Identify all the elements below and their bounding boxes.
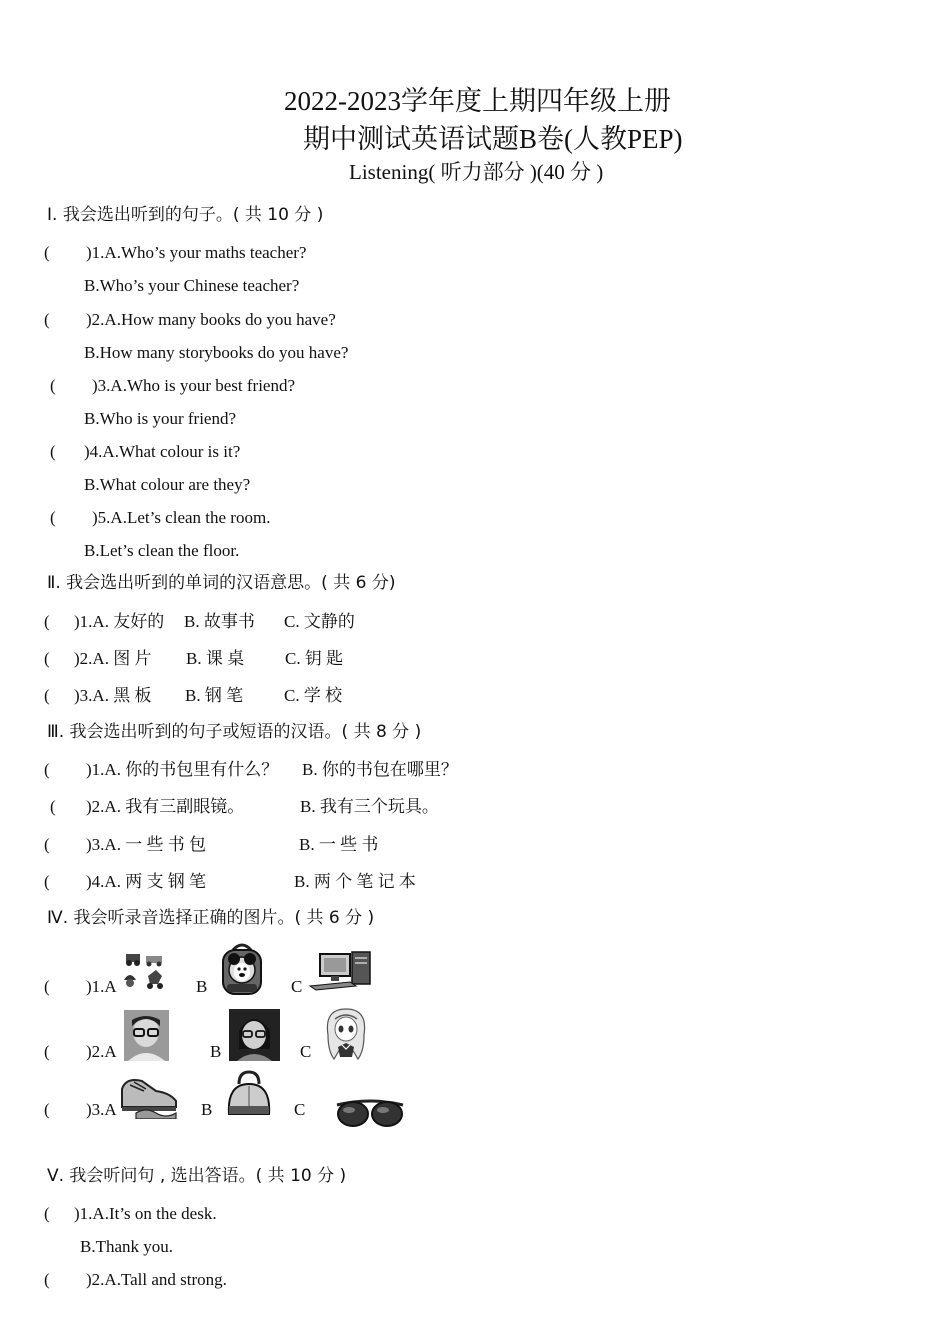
section2-heading: Ⅱ. 我会选出听到的单词的汉语意思。( 共 6 分) [47,573,396,593]
girl-photo [229,1009,280,1061]
s3-item1-b: B. 你的书包在哪里？ [302,760,458,779]
section3-heading: Ⅲ. 我会选出听到的句子或短语的汉语。( 共 8 分 ) [47,722,422,742]
answer-paren: ( [44,835,50,854]
s5-item1-b: B.Thank you. [80,1237,174,1256]
s4-item2-b: B [210,1042,222,1061]
s1-item3-b: B.Who is your friend? [84,409,237,428]
answer-paren: ( [44,1100,50,1119]
s3-item1-a: )1.A. 你的书包里有什么？ [86,760,279,779]
answer-paren: ( [44,612,50,631]
answer-paren: ( [44,760,50,779]
page-subtitle: Listening( 听力部分 )(40 分 ) [349,160,604,184]
answer-paren: ( [44,872,50,891]
s4-item2-a: )2.A [86,1042,117,1061]
answer-paren: ( [44,310,50,329]
s3-item2-a: )2.A. 我有三副眼镜。 [86,797,245,816]
s4-item1-b: B [196,977,208,996]
answer-paren: ( [44,1270,50,1289]
answer-paren: ( [44,649,50,668]
s3-item3-b: B. 一 些 书 [299,835,379,854]
s2-item2-a: )2.A. 图 片 [74,649,152,668]
s1-item3-a: )3.A.Who is your best friend? [92,376,296,395]
section1-heading: Ⅰ. 我会选出听到的句子。( 共 10 分 ) [47,205,324,225]
s2-item1-c: C. 文静的 [284,612,355,631]
s1-item1-a: )1.A.Who’s your maths teacher? [86,243,307,262]
answer-paren: ( [44,243,50,262]
boy-photo [124,1010,169,1061]
s1-item4-b: B.What colour are they? [84,475,251,494]
s5-item2-a: )2.A.Tall and strong. [86,1270,227,1289]
s5-item1-a: )1.A.It’s on the desk. [74,1204,217,1223]
s4-item1-a: )1.A [86,977,117,996]
answer-paren: ( [50,797,56,816]
s4-item3-b: B [201,1100,213,1119]
cartoon-girl [318,1005,374,1061]
s2-item3-a: )3.A. 黑 板 [74,686,152,705]
backpack-icon [217,942,267,996]
s1-item2-b: B.How many storybooks do you have? [84,343,349,362]
s2-item1-a: )1.A. 友好的 [74,612,165,631]
answer-paren: ( [44,977,50,996]
s2-item2-c: C. 钥 匙 [285,649,344,668]
s2-item3-c: C. 学 校 [284,686,343,705]
s4-item2-c: C [300,1042,312,1061]
answer-paren: ( [50,442,56,461]
s3-item3-a: )3.A. 一 些 书 包 [86,835,206,854]
section5-heading: Ⅴ. 我会听问句 , 选出答语。( 共 10 分 ) [47,1166,347,1186]
s2-item2-b: B. 课 桌 [186,649,245,668]
s1-item5-a: )5.A.Let’s clean the room. [92,508,271,527]
s3-item4-a: )4.A. 两 支 钢 笔 [86,872,206,891]
answer-paren: ( [50,376,56,395]
s1-item2-a: )2.A.How many books do you have? [86,310,336,329]
s1-item5-b: B.Let’s clean the floor. [84,541,240,560]
shoes-icon [116,1073,182,1119]
answer-paren: ( [50,508,56,527]
s2-item3-b: B. 钢 笔 [185,686,244,705]
s4-item1-c: C [291,977,303,996]
page-title-line1: 2022-2023学年度上期四年级上册 [284,86,671,116]
answer-paren: ( [44,686,50,705]
s4-item3-a: )3.A [86,1100,117,1119]
s1-item1-b: B.Who’s your Chinese teacher? [84,276,300,295]
sunglasses-icon [335,1093,405,1133]
section4-heading: Ⅳ. 我会听录音选择正确的图片。( 共 6 分 ) [47,908,375,928]
s3-item2-b: B. 我有三个玩具。 [300,797,439,816]
s1-item4-a: )4.A.What colour is it? [84,442,241,461]
page-title-line2: 期中测试英语试题B卷(人教PEP) [303,124,683,154]
bag-icon [225,1070,273,1116]
s2-item1-b: B. 故事书 [184,612,255,631]
computer-icon [308,950,374,992]
s3-item4-b: B. 两 个 笔 记 本 [294,872,416,891]
answer-paren: ( [44,1042,50,1061]
s4-item3-c: C [294,1100,306,1119]
answer-paren: ( [44,1204,50,1223]
toys-icon [120,950,170,994]
